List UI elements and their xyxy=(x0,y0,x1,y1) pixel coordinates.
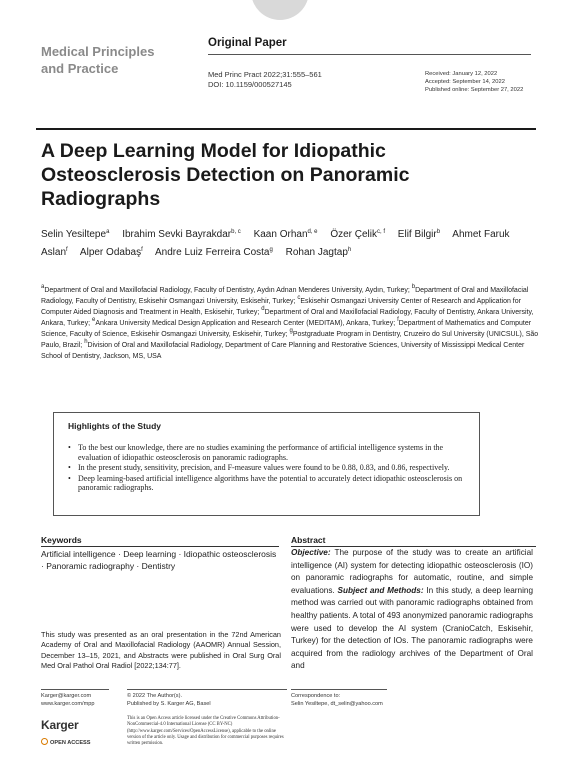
author xyxy=(398,229,440,240)
presentation-note: This study was presented as an oral presentation in the 72nd American Academy of Oral and Maxillofacial Radiology (AAOMR) Annual Session, December 13–15, 2021, and Abstracts were published in Oral Surg Oral Med Oral Pathol Oral Radiol [2022;134:77]. xyxy=(41,630,281,670)
correspondence-block xyxy=(291,693,383,709)
affiliation-mark: c xyxy=(297,295,301,301)
correspondence-contact: Selin Yesiltepe, dt_selin@yahoo.com xyxy=(291,700,383,707)
doi[interactable]: DOI: 10.1159/000527145 xyxy=(208,80,292,89)
decorative-circle xyxy=(251,0,309,20)
affiliation-mark: f xyxy=(397,317,399,323)
author xyxy=(122,229,241,240)
affiliation-text: Department of Oral and Maxillofacial Radiology, Faculty of Dentistry, Eskisehir Osmangazi University, Eskisehir, Turkey; xyxy=(41,287,529,305)
author-affiliation-mark: f xyxy=(66,247,68,253)
author-list xyxy=(41,226,511,262)
highlight-item: • In the present study, sensitivity, precision, and F-measure values were found to be 0.88, 0.83, and 0.86, respectively. xyxy=(68,463,470,473)
affiliation-mark: a xyxy=(41,284,45,290)
affiliation-text: Department of Oral and Maxillofacial Radiology, Faculty of Dentistry, Ankara University, Ankara, Turkey; xyxy=(41,309,534,327)
affiliation-mark: d xyxy=(261,306,265,312)
objective-label: Objective: xyxy=(291,548,331,557)
abstract-heading: Abstract xyxy=(291,535,326,545)
author-name: Ibrahim Sevki Bayrakdar xyxy=(122,229,232,240)
author xyxy=(155,247,273,258)
received-date: Received: January 12, 2022 xyxy=(425,71,498,77)
accepted-date: Accepted: September 14, 2022 xyxy=(425,79,505,85)
affiliation-mark: e xyxy=(91,317,96,323)
highlights-box xyxy=(53,412,480,516)
author-name: Ahmet Faruk Aslan xyxy=(41,229,510,258)
author-name: Alper Odabaş xyxy=(79,247,142,258)
author-affiliation-mark: g xyxy=(269,247,273,253)
correspondence-label: Correspondence to: xyxy=(291,693,341,699)
divider xyxy=(208,54,531,55)
journal-name-line2: and Practice xyxy=(41,61,119,76)
article-title: A Deep Learning Model for Idiopathic Osteosclerosis Detection on Panoramic Radiographs xyxy=(41,140,410,210)
open-access-badge xyxy=(41,738,91,746)
header-rule xyxy=(36,128,536,130)
author-name: Özer Çelik xyxy=(330,229,377,240)
copyright: © 2022 The Author(s). xyxy=(127,693,183,699)
journal-name-line1: Medical Principles xyxy=(41,44,155,59)
author-affiliation-mark: a xyxy=(106,229,110,235)
author-name: Elif Bilgir xyxy=(397,229,437,240)
open-access-icon xyxy=(41,738,48,745)
author xyxy=(330,229,385,240)
divider xyxy=(41,689,109,690)
divider xyxy=(127,689,287,690)
divider xyxy=(41,546,279,547)
objective-text: The purpose of the study was to create an artificial intelligence (AI) system for detecting idiopathic osteosclerosis (IO) on panoramic radiographs for automatic, routine, and simple evaluations. xyxy=(291,548,533,595)
divider xyxy=(291,689,387,690)
affiliation-text: Department of Oral and Maxillofacial Radiology, Faculty of Dentistry, Aydın Adnan Menderes University, Aydın, Turkey; xyxy=(44,287,412,294)
author-affiliation-mark: c, f xyxy=(377,229,386,235)
author-name: Rohan Jagtap xyxy=(285,247,348,258)
karger-logo: Karger xyxy=(41,718,79,732)
author-name: Andre Luiz Ferreira Costa xyxy=(154,247,270,258)
highlights-list xyxy=(68,443,470,494)
author-name: Selin Yesiltepe xyxy=(41,229,107,240)
open-access-label: OPEN ACCESS xyxy=(50,740,91,746)
author-affiliation-mark: b, c xyxy=(231,229,241,235)
methods-text: In this study, a deep learning method was carried out with panoramic radiographs obtained from healthy patients. A total of 493 anonymized panoramic radiographs were used to develop the AI system (CranioCatch, Eskisehir, Turkey) for the detection of IOs. The panoramic radiographs were acquired from the radiology archives of the Department of Oral and xyxy=(291,585,533,671)
affiliations xyxy=(41,285,541,362)
highlights-title: Highlights of the Study xyxy=(68,421,162,431)
affiliation-text: Division of Oral and Maxillofacial Radiology, Department of Care Planning and Restorative Sciences, University of Mississippi Medical Center School of Dentistry, Jackson, MS, USA xyxy=(41,342,525,360)
license-text: This is an Open Access article licensed under the Creative Commons Attribution-NonCommercial-4.0 International License (CC BY-NC) (http://www.karger.com/Services/OpenAccessLicense), applicable to the online version of the article only. Usage and distribution for commercial purposes requires written permission. xyxy=(127,716,284,747)
keywords-text: Artificial intelligence · Deep learning · Idiopathic osteosclerosis · Panoramic radiography · Dentistry xyxy=(41,549,277,571)
citation: Med Princ Pract 2022;31:555–561 xyxy=(208,70,322,79)
publisher: Published by S. Karger AG, Basel xyxy=(127,700,211,707)
author-affiliation-mark: b xyxy=(436,229,441,235)
affiliation-text: Eskisehir Osmangazi University Center of Research and Application for Computer Aided Diagnosis and Treatment in Health, Eskisehir, Turkey; xyxy=(41,298,521,316)
author xyxy=(286,247,352,258)
citation-block xyxy=(208,70,322,90)
affiliation-text: Postgraduate Program in Dentistry, Cruzeiro do Sul University (UNICSUL), São Paulo, Brazil; xyxy=(41,331,539,349)
affiliation-mark: b xyxy=(411,284,416,290)
publisher-website[interactable]: www.karger.com/mpp xyxy=(41,700,95,707)
author xyxy=(80,247,143,258)
dates-block xyxy=(425,70,523,94)
affiliation-mark: h xyxy=(84,339,88,345)
publisher-email[interactable]: Karger@karger.com xyxy=(41,693,92,699)
author-name: Kaan Orhan xyxy=(253,229,308,240)
highlight-item: • Deep learning-based artificial intelligence algorithms have the potential to accurately detect idiopathic osteosclerosis on panoramic radiographs. xyxy=(68,474,470,493)
affiliation-text: Ankara University Medical Design Application and Research Center (MEDITAM), Ankara, Turkey; xyxy=(95,320,398,327)
paper-type: Original Paper xyxy=(208,37,287,49)
keywords-heading: Keywords xyxy=(41,535,82,545)
published-date: Published online: September 27, 2022 xyxy=(425,87,524,93)
affiliation-text: Department of Mathematics and Computer Science, Faculty of Science, Eskisehir Osmangazi University, Eskisehir, Turkey; xyxy=(41,320,532,338)
author xyxy=(41,229,109,240)
publisher-contact xyxy=(41,693,94,709)
journal-name xyxy=(41,43,171,77)
affiliation-mark: g xyxy=(289,328,293,334)
author xyxy=(254,229,318,240)
author-affiliation-mark: d, e xyxy=(307,229,318,235)
highlight-item: • To the best our knowledge, there are no studies examining the performance of artificial intelligence systems in the evaluation of idiopathic osteosclerosis on panoramic radiographs. xyxy=(68,443,470,462)
abstract-text xyxy=(291,547,533,673)
methods-label: Subject and Methods: xyxy=(337,585,424,595)
copyright-block xyxy=(127,693,287,709)
author-affiliation-mark: h xyxy=(347,247,352,253)
author-affiliation-mark: f xyxy=(141,247,143,253)
